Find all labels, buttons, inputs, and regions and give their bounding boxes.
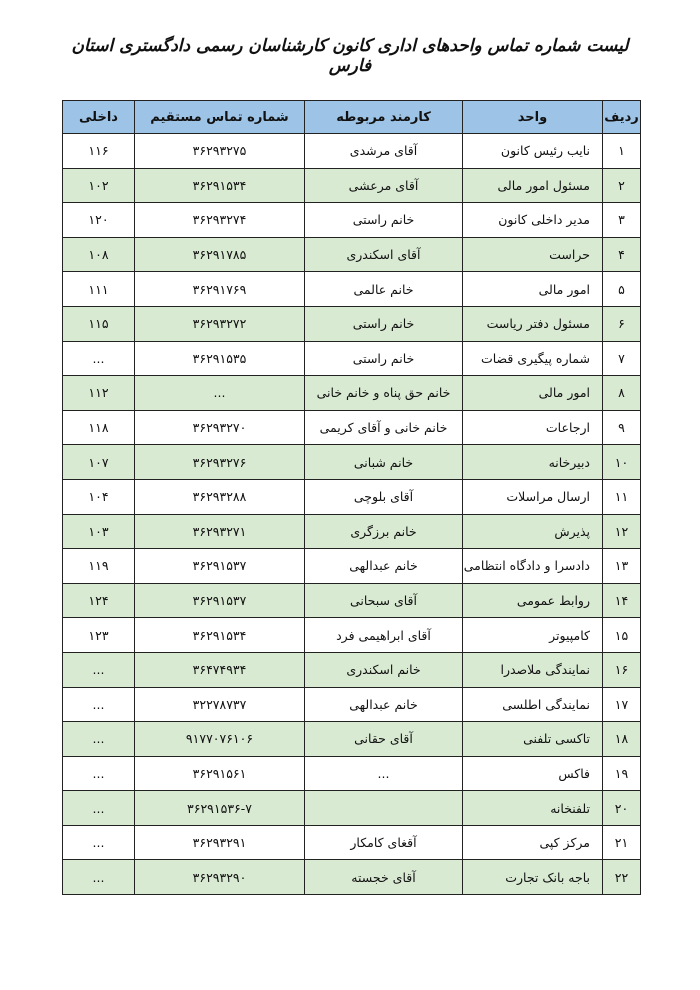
cell-extension: ...	[63, 791, 135, 826]
table-row	[63, 134, 641, 169]
cell-extension: ...	[63, 341, 135, 376]
cell-unit: شماره پیگیری قضات	[463, 341, 603, 376]
cell-phone: ۳۶۲۹۳۲۷۱	[135, 514, 305, 549]
cell-unit: ارجاعات	[463, 410, 603, 445]
cell-phone: ۳۶۲۹۱۵۳۵	[135, 341, 305, 376]
table-row	[63, 722, 641, 757]
cell-row-number: ۱۷	[603, 687, 641, 722]
cell-employee: آقای مرشدی	[305, 134, 463, 169]
cell-unit: ارسال مراسلات	[463, 479, 603, 514]
cell-row-number: ۱۲	[603, 514, 641, 549]
table-row	[63, 479, 641, 514]
cell-extension: ۱۱۱	[63, 272, 135, 307]
cell-row-number: ۳	[603, 203, 641, 238]
cell-row-number: ۲۱	[603, 825, 641, 860]
cell-extension: ...	[63, 825, 135, 860]
table-row	[63, 618, 641, 653]
cell-row-number: ۲۲	[603, 860, 641, 895]
table-row	[63, 168, 641, 203]
cell-phone: ۳۶۲۹۱۷۶۹	[135, 272, 305, 307]
header-extension: داخلی	[63, 101, 135, 134]
table-row	[63, 791, 641, 826]
cell-extension: ۱۱۹	[63, 549, 135, 584]
cell-phone: ۳۶۲۹۳۲۷۶	[135, 445, 305, 480]
cell-employee: خانم راستی	[305, 306, 463, 341]
cell-extension: ...	[63, 652, 135, 687]
table-header-row	[63, 101, 641, 134]
cell-extension: ...	[63, 860, 135, 895]
cell-unit: دادسرا و دادگاه انتظامی	[463, 549, 603, 584]
cell-unit: پذیرش	[463, 514, 603, 549]
cell-unit: نایب رئیس کانون	[463, 134, 603, 169]
table-row	[63, 341, 641, 376]
cell-phone: ۳۲۲۷۸۷۳۷	[135, 687, 305, 722]
table-row	[63, 376, 641, 411]
table-row	[63, 272, 641, 307]
contacts-table	[62, 100, 641, 895]
cell-unit: مسئول امور مالی	[463, 168, 603, 203]
cell-phone: ۳۶۲۹۳۲۷۰	[135, 410, 305, 445]
cell-extension: ۱۱۸	[63, 410, 135, 445]
cell-row-number: ۱۵	[603, 618, 641, 653]
document-title: لیست شماره تماس واحدهای اداری کانون کارشناسان رسمی دادگستری استان فارس	[71, 36, 629, 76]
cell-phone: ۳۶۲۹۳۲۸۸	[135, 479, 305, 514]
cell-extension: ۱۱۲	[63, 376, 135, 411]
table-row	[63, 306, 641, 341]
cell-unit: نمایندگی اطلسی	[463, 687, 603, 722]
cell-row-number: ۷	[603, 341, 641, 376]
cell-extension: ۱۰۸	[63, 237, 135, 272]
cell-phone: ۳۶۲۹۳۲۷۵	[135, 134, 305, 169]
cell-unit: فاکس	[463, 756, 603, 791]
cell-phone: ۳۶۲۹۱۵۳۴	[135, 618, 305, 653]
cell-phone: ۳۶۲۹۱۵۳۷	[135, 549, 305, 584]
cell-phone: ۳۶۲۹۱۵۳۶-۷	[135, 791, 305, 826]
table-row	[63, 860, 641, 895]
table-row	[63, 237, 641, 272]
cell-extension: ۱۲۳	[63, 618, 135, 653]
cell-phone: ۳۶۲۹۳۲۹۱	[135, 825, 305, 860]
cell-phone: ۳۶۲۹۱۵۶۱	[135, 756, 305, 791]
table-row	[63, 203, 641, 238]
cell-extension: ...	[63, 722, 135, 757]
table-row	[63, 410, 641, 445]
cell-unit: حراست	[463, 237, 603, 272]
cell-row-number: ۹	[603, 410, 641, 445]
cell-row-number: ۴	[603, 237, 641, 272]
cell-employee: آقای حقانی	[305, 722, 463, 757]
table-row	[63, 549, 641, 584]
cell-phone: ۳۶۲۹۳۲۷۲	[135, 306, 305, 341]
cell-employee: آقای سبحانی	[305, 583, 463, 618]
cell-row-number: ۱۴	[603, 583, 641, 618]
cell-row-number: ۱۹	[603, 756, 641, 791]
table-row	[63, 756, 641, 791]
cell-employee: خانم اسکندری	[305, 652, 463, 687]
cell-employee: خانم حق پناه و خانم خانی	[305, 376, 463, 411]
cell-unit: نمایندگی ملاصدرا	[463, 652, 603, 687]
cell-employee: خانم عبدالهی	[305, 687, 463, 722]
cell-phone: ۳۶۲۹۱۷۸۵	[135, 237, 305, 272]
cell-row-number: ۵	[603, 272, 641, 307]
cell-unit: امور مالی	[463, 272, 603, 307]
cell-phone: ۹۱۷۷۰۷۶۱۰۶	[135, 722, 305, 757]
cell-employee: خانم خانی و آقای کریمی	[305, 410, 463, 445]
cell-employee: آقای ابراهیمی فرد	[305, 618, 463, 653]
cell-row-number: ۱۰	[603, 445, 641, 480]
cell-unit: باجه بانک تجارت	[463, 860, 603, 895]
table-row	[63, 687, 641, 722]
table-row	[63, 445, 641, 480]
cell-unit: کامپیوتر	[463, 618, 603, 653]
cell-extension: ...	[63, 756, 135, 791]
cell-employee: خانم شبانی	[305, 445, 463, 480]
header-row-number: ردیف	[603, 101, 641, 134]
cell-row-number: ۲	[603, 168, 641, 203]
cell-unit: روابط عمومی	[463, 583, 603, 618]
cell-row-number: ۱۸	[603, 722, 641, 757]
cell-unit: مدیر داخلی کانون	[463, 203, 603, 238]
cell-employee: خانم عبدالهی	[305, 549, 463, 584]
cell-row-number: ۲۰	[603, 791, 641, 826]
cell-employee: آقای مرعشی	[305, 168, 463, 203]
table-row	[63, 652, 641, 687]
cell-extension: ۱۰۳	[63, 514, 135, 549]
cell-employee	[305, 791, 463, 826]
cell-unit: تلفنخانه	[463, 791, 603, 826]
cell-row-number: ۱۶	[603, 652, 641, 687]
cell-employee: آقای خجسته	[305, 860, 463, 895]
cell-employee: خانم راستی	[305, 341, 463, 376]
table-row	[63, 514, 641, 549]
cell-row-number: ۱۱	[603, 479, 641, 514]
cell-employee: خانم عالمی	[305, 272, 463, 307]
cell-unit: دبیرخانه	[463, 445, 603, 480]
cell-employee: آقای اسکندری	[305, 237, 463, 272]
cell-phone: ۳۶۴۷۴۹۳۴	[135, 652, 305, 687]
cell-extension: ۱۰۷	[63, 445, 135, 480]
cell-extension: ۱۲۰	[63, 203, 135, 238]
cell-phone: ۳۶۲۹۳۲۷۴	[135, 203, 305, 238]
cell-employee: آقغای کامکار	[305, 825, 463, 860]
table-body	[63, 134, 641, 895]
cell-extension: ۱۱۶	[63, 134, 135, 169]
cell-extension: ...	[63, 687, 135, 722]
cell-unit: تاکسی تلفنی	[463, 722, 603, 757]
header-employee: کارمند مربوطه	[305, 101, 463, 134]
cell-phone: ۳۶۲۹۱۵۳۷	[135, 583, 305, 618]
cell-employee: ...	[305, 756, 463, 791]
cell-extension: ۱۰۲	[63, 168, 135, 203]
cell-row-number: ۸	[603, 376, 641, 411]
cell-employee: خانم برزگری	[305, 514, 463, 549]
header-unit: واحد	[463, 101, 603, 134]
cell-phone: ۳۶۲۹۳۲۹۰	[135, 860, 305, 895]
cell-employee: خانم راستی	[305, 203, 463, 238]
cell-row-number: ۱	[603, 134, 641, 169]
cell-phone: ...	[135, 376, 305, 411]
cell-row-number: ۱۳	[603, 549, 641, 584]
cell-employee: آقای بلوچی	[305, 479, 463, 514]
cell-unit: مسئول دفتر ریاست	[463, 306, 603, 341]
cell-extension: ۱۰۴	[63, 479, 135, 514]
cell-extension: ۱۲۴	[63, 583, 135, 618]
cell-unit: مرکز کپی	[463, 825, 603, 860]
cell-phone: ۳۶۲۹۱۵۳۴	[135, 168, 305, 203]
table-row	[63, 825, 641, 860]
cell-unit: امور مالی	[463, 376, 603, 411]
cell-row-number: ۶	[603, 306, 641, 341]
cell-extension: ۱۱۵	[63, 306, 135, 341]
table-row	[63, 583, 641, 618]
header-phone: شماره تماس مستقیم	[135, 101, 305, 134]
